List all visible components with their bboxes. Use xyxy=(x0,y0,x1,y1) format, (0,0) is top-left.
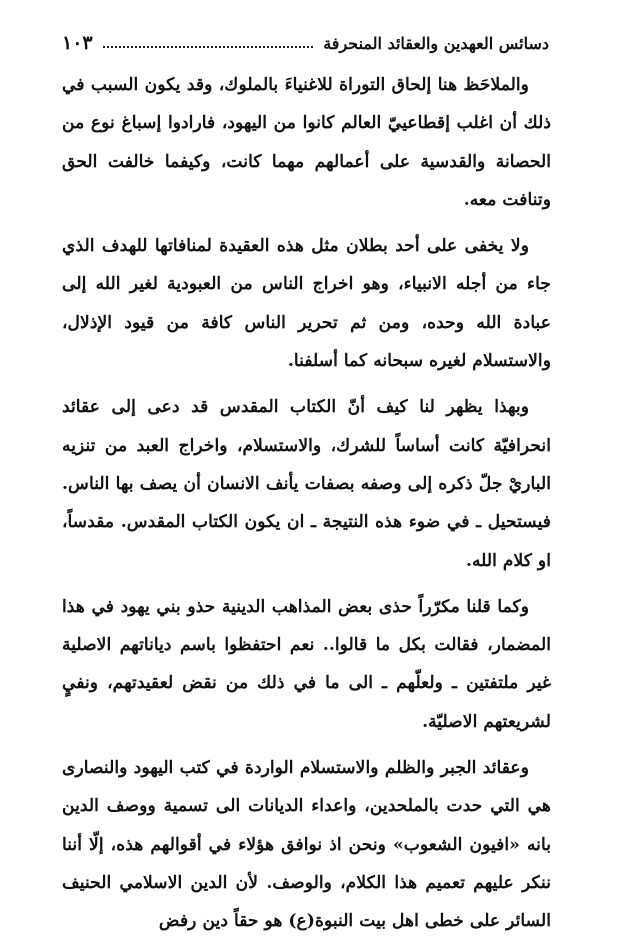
paragraph: وكما قلنا مكرّراً حذى بعض المذاهب الدينية حذو بني يهود في هذا المضمار، فقالت بكل ما قالوا.. نعم احتفظوا باسم دياناتهم الاصلية غير ملتفتين ـ ولعلّهم ـ الى ما في ذلك من نقض لعقيدتهم، ونفيٍ لشريعتهم الاصليّة. xyxy=(62,596,551,732)
body-text xyxy=(62,66,551,949)
paragraph: والملاحَظ هنا إلحاق التوراة للاغنياءَ بالملوك، وقد يكون السبب في ذلك أن اغلب إقطاعييّ العالم كانوا من اليهود، فارادوا إسباغ نوع من الحصانة والقدسية على أعمالهم مهما كانت، وكيفما خالفت الحق وتنافت معه. xyxy=(62,75,551,210)
paragraph: وبهذا يظهر لنا كيف أنّ الكتاب المقدس قد دعى إلى عقائد انحرافيّة كانت أساساً للشرك، والاستسلام، واخراج العبد من تنزيه الباريْ جلّ ذكره إلى وصفه بصفات يأنف الانسان أن يصف بها الناس. فيستحيل ـ في ضوء هذه النتيجة ـ ان يكون الكتاب المقدس. مقدساً، او كلام الله. xyxy=(62,397,551,571)
paragraph: وعقائد الجبر والظلم والاستسلام الواردة في كتب اليهود والنصارى هي التي حدت بالملحدين، واعداء الديانات الى تسمية ووصف الدين بانه «افيون الشعوب» ونحن اذ نوافق هؤلاء في أقوالهم هذه، إلّا أننا ننكر عليهم تعميم هذا الكلام، والوصف. لأن الدين الاسلامي الحنيف السائر على خطى اهل بيت النبوة(ع) هو حقاً دين رفض xyxy=(62,758,551,932)
paragraph: ولا يخفى على أحد بطلان مثل هذه العقيدة لمنافاتها للهدف الذي جاء من أجله الانبياء، وهو اخراج الناس من العبودية لغير الله إلى عبادة الله وحده، ومن ثم تحرير الناس كافة من قيود الإذلال، والاستسلام لغيره سبحانه كما أسلفنا. xyxy=(62,236,551,372)
running-title: دسائس العهدين والعقائد المنحرفة xyxy=(323,33,549,53)
page-number: ١٠٣ xyxy=(62,32,93,54)
running-header xyxy=(62,28,549,58)
header-dot-leader xyxy=(103,46,314,48)
